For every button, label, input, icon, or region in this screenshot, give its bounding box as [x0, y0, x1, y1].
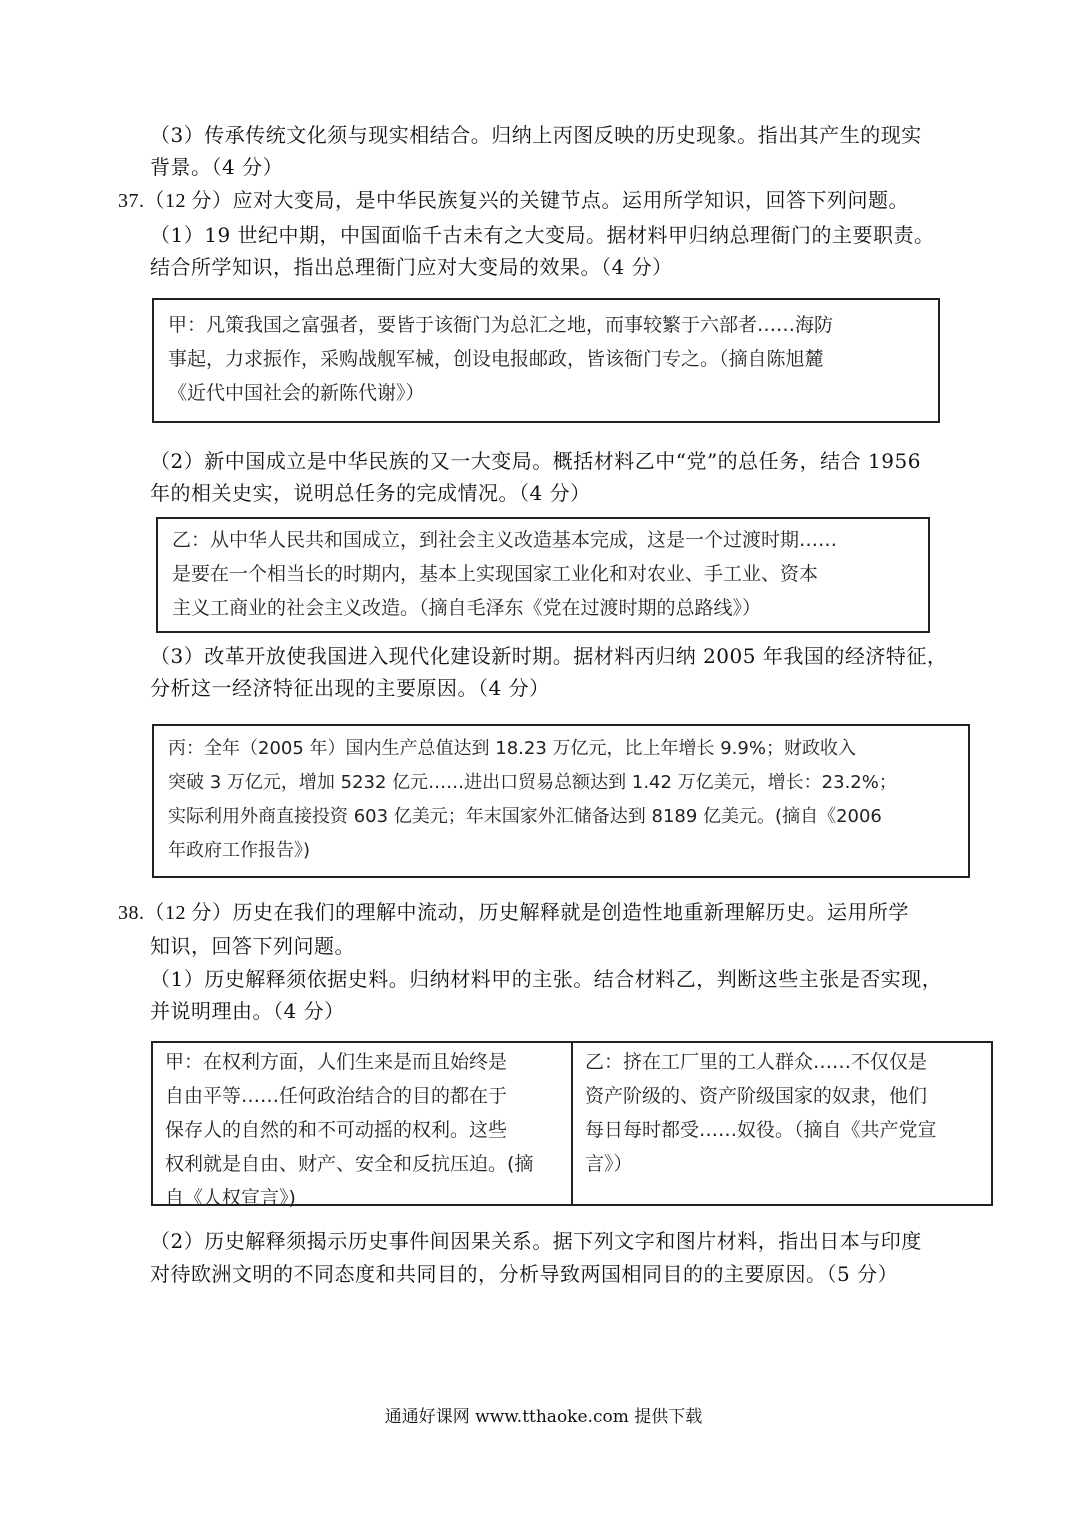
q38-header-line1: 38.（12 分）历史在我们的理解中流动，历史解释就是创造性地重新理解历史。运用所学 [118, 902, 909, 924]
q36-part3-line1: （3）传承传统文化须与现实相结合。归纳上丙图反映的历史现象。指出其产生的现实 [150, 123, 922, 147]
q36-part3-line2: 背景。（4 分） [150, 155, 284, 179]
q37-part3-line1: （3）改革开放使我国进入现代化建设新时期。据材料丙归纳 2005 年我国的经济特征， [150, 644, 948, 668]
q38-material-jia-line3: 保存人的自然的和不可动摇的权利。这些 [165, 1119, 508, 1141]
q37-part2-line1: （2）新中国成立是中华民族的又一大变局。概括材料乙中“党”的总任务，结合 1956 [150, 449, 921, 473]
q38-header-line2: 知识，回答下列问题。 [150, 934, 355, 958]
q37-material-jia-line3: 《近代中国社会的新陈代谢》） [168, 382, 425, 404]
q38-material-yi-cell [573, 1043, 991, 1204]
q38-part2-line1: （2）历史解释须揭示历史事件间因果关系。据下列文字和图片材料，指出日本与印度 [150, 1229, 922, 1253]
q38-materials-table [151, 1041, 993, 1209]
q37-material-yi-line3: 主义工商业的社会主义改造。（摘自毛泽东《党在过渡时期的总路线》） [172, 597, 762, 619]
q37-part2-line2: 年的相关史实，说明总任务的完成情况。（4 分） [150, 481, 591, 505]
q37-material-yi-box [156, 517, 930, 633]
q37-material-bing-box [152, 724, 970, 878]
q38-part2-line2: 对待欧洲文明的不同态度和共同目的，分析导致两国相同目的的主要原因。（5 分） [150, 1262, 899, 1286]
q37-material-bing-line1: 丙：全年（2005 年）国内生产总值达到 18.23 万亿元，比上年增长 9.9%；财政收入 [168, 738, 856, 759]
q37-material-bing-line3: 实际利用外商直接投资 603 亿美元；年末国家外汇储备达到 8189 亿美元。(摘自《2006 [168, 806, 882, 827]
q38-material-jia-cell [153, 1043, 573, 1209]
q38-material-yi-line3: 每日每时都受……奴役。（摘自《共产党宣 [585, 1119, 937, 1141]
q37-part3-line2: 分析这一经济特征出现的主要原因。（4 分） [150, 676, 550, 700]
q38-material-jia-line5: 自《人权宣言》) [165, 1187, 296, 1209]
q37-material-bing-line4: 年政府工作报告》) [168, 840, 311, 861]
q37-material-jia-box [152, 298, 940, 423]
q37-material-yi-line1: 乙：从中华人民共和国成立，到社会主义改造基本完成，这是一个过渡时期…… [172, 529, 838, 551]
q38-material-jia-line2: 自由平等……任何政治结合的目的都在于 [165, 1085, 508, 1107]
q38-material-yi-line2: 资产阶级的、资产阶级国家的奴隶，他们 [585, 1085, 928, 1107]
q37-material-bing-line2: 突破 3 万亿元，增加 5232 亿元……进出口贸易总额达到 1.42 万亿美元，增长：23.2%； [168, 772, 897, 793]
q38-material-jia-line1: 甲：在权利方面，人们生来是而且始终是 [165, 1051, 508, 1073]
q37-header: 37.（12 分）应对大变局，是中华民族复兴的关键节点。运用所学知识，回答下列问题。 [118, 190, 909, 212]
q38-material-yi-line4: 言》） [585, 1153, 633, 1175]
q37-material-jia-line2: 事起，力求振作，采购战舰军械，创设电报邮政，皆该衙门专之。（摘自陈旭麓 [168, 348, 824, 370]
q38-material-jia-line4: 权利就是自由、财产、安全和反抗压迫。(摘 [165, 1153, 534, 1175]
q37-part1-line2: 结合所学知识，指出总理衙门应对大变局的效果。（4 分） [150, 255, 673, 279]
page-footer: 通通好课网 www.tthaoke.com 提供下载 [384, 1407, 703, 1427]
q37-part1-line1: （1）19 世纪中期，中国面临千古未有之大变局。据材料甲归纳总理衙门的主要职责。 [150, 223, 935, 247]
q37-material-jia-line1: 甲：凡策我国之富强者，要皆于该衙门为总汇之地，而事较繁于六部者……海防 [168, 314, 834, 336]
q38-part1-line2: 并说明理由。（4 分） [150, 999, 345, 1023]
q37-material-yi-line2: 是要在一个相当长的时期内，基本上实现国家工业化和对农业、手工业、资本 [172, 563, 819, 585]
q38-material-yi-line1: 乙：挤在工厂里的工人群众……不仅仅是 [585, 1051, 928, 1073]
q38-part1-line1: （1）历史解释须依据史料。归纳材料甲的主张。结合材料乙，判断这些主张是否实现， [150, 967, 943, 991]
